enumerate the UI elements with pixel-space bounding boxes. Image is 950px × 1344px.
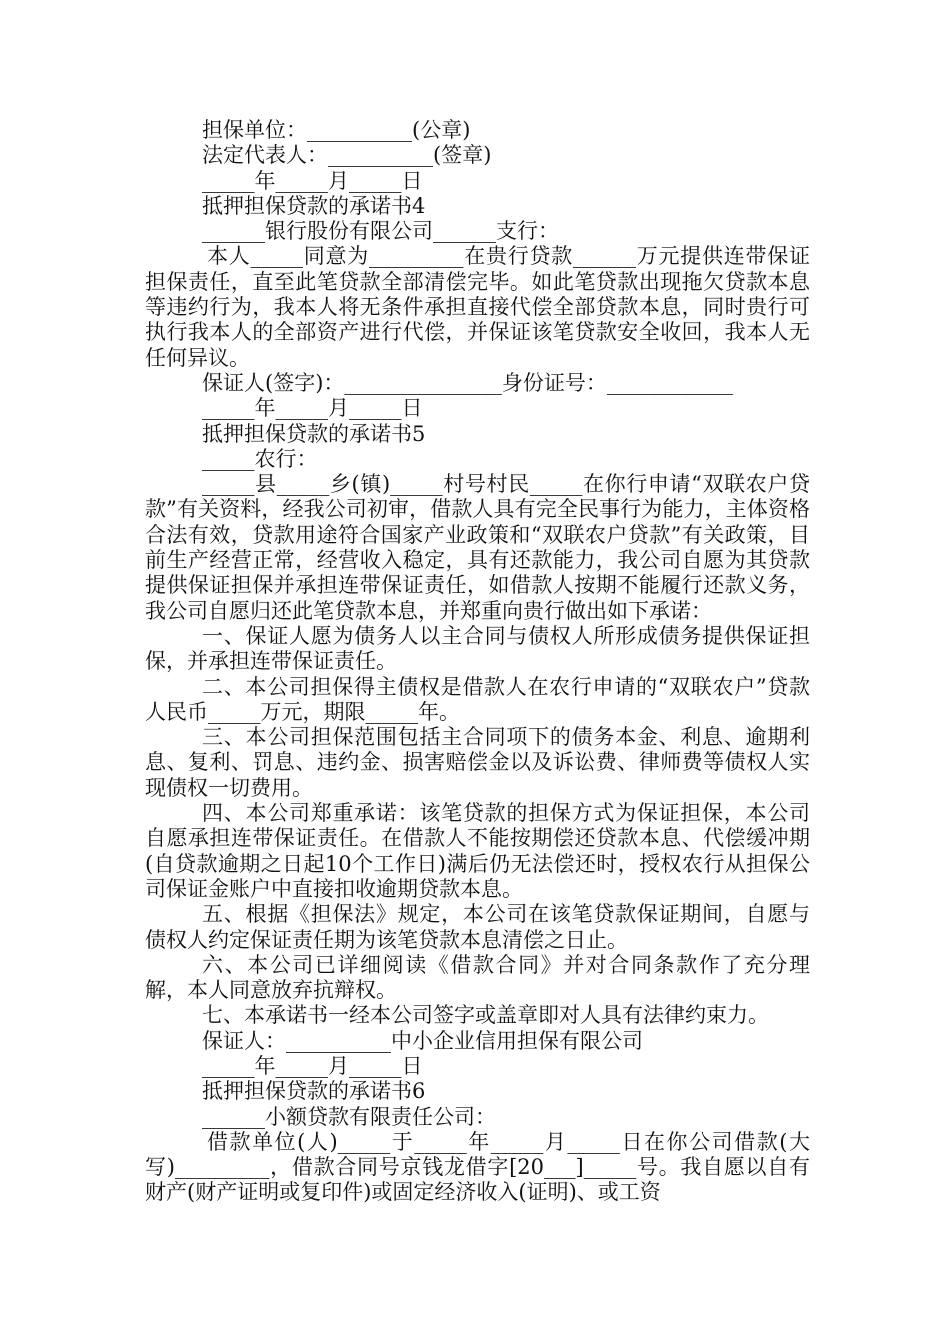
guarantor-signature-line: 保证人(签字)：_______________身份证号：____________ — [202, 370, 733, 395]
clause-2: 二、本公司担保得主债权是借款人在农行申请的“双联农户”贷款人民币_____万元，期限_____年。 — [145, 674, 810, 724]
addressee-loan-company: ______小额贷款有限责任公司： — [202, 1104, 496, 1129]
date-line: _____年_____月_____日 — [202, 1053, 423, 1078]
clause-7: 七、本承诺书一经本公司签字或盖章即对人具有法律约束力。 — [202, 1003, 769, 1028]
body-paragraph: _____县_____乡(镇)_____村号村民_____在你行申请“双联农户贷款”有关资料，经我公司初审，借款人具有完全民事行为能力，主体资格合法有效，贷款用途符合国家产业政策和“双联农户贷款”有关政策，目前生产经营正常，经营收入稳定，具有还款能力，我公司自愿为其贷款提供保证担保并承担连带保证责任，如借款人按期不能履行还款义务，我公司自愿归还此笔贷款本息，并郑重向贵行做出如下承诺： — [145, 472, 810, 623]
legal-representative-line: 法定代表人：__________(签章) — [202, 143, 492, 168]
addressee-agricultural-bank: _____农行： — [202, 446, 318, 471]
clause-3: 三、本公司担保范围包括主合同项下的债务本金、利息、逾期利息、复利、罚息、违约金、损害赔偿金以及诉讼费、律师费等债权人实现债权一切费用。 — [145, 725, 810, 800]
guarantor-unit-line: 担保单位：__________(公章) — [202, 118, 471, 142]
guarantor-company-line: 保证人：__________中小企业信用担保有限公司 — [202, 1028, 643, 1053]
clause-1: 一、保证人愿为债务人以主合同与债权人所形成债务提供保证担保，并承担连带保证责任。 — [145, 623, 810, 674]
body-paragraph: 本人_____同意为_________在贵行贷款______万元提供连带保证担保责任，直至此笔贷款全部清偿完毕。如此笔贷款出现拖欠贷款本息等违约行为，我本人将无条件承担直接代偿全部贷款本息，同时贵行可执行我本人的全部资产进行代偿，并保证该笔贷款安全收回，我本人无任何异议。 — [145, 244, 810, 370]
clause-6: 六、本公司已详细阅读《借款合同》并对合同条款作了充分理解，本人同意放弃抗辩权。 — [145, 952, 810, 1003]
clause-4: 四、本公司郑重承诺：该笔贷款的担保方式为保证担保，本公司自愿承担连带保证责任。在借款人不能按期偿还贷款本息、代偿缓冲期(自贷款逾期之日起10个工作日)满后仍无法偿还时，授权农行从担保公司保证金账户中直接扣收逾期贷款本息。 — [145, 801, 810, 901]
section-title-6: 抵押担保贷款的承诺书6 — [202, 1079, 426, 1104]
section-title-5: 抵押担保贷款的承诺书5 — [202, 421, 426, 446]
section-title-4: 抵押担保贷款的承诺书4 — [202, 193, 426, 218]
body-paragraph: 借款单位(人)_____于_____年_____月_____日在你公司借款(大写)_________，借款合同号京钱龙借字[20___]_____号。我自愿以自有财产(财产证明或复印件)或固定经济收入(证明)、或工资 — [145, 1129, 810, 1205]
date-line: _____年_____月_____日 — [202, 168, 423, 193]
date-line: _____年_____月_____日 — [202, 396, 423, 421]
clause-5: 五、根据《担保法》规定，本公司在该笔贷款保证期间，自愿与债权人约定保证责任期为该笔贷款本息清偿之日止。 — [145, 902, 810, 952]
addressee-bank: ______银行股份有限公司______支行： — [202, 219, 559, 244]
